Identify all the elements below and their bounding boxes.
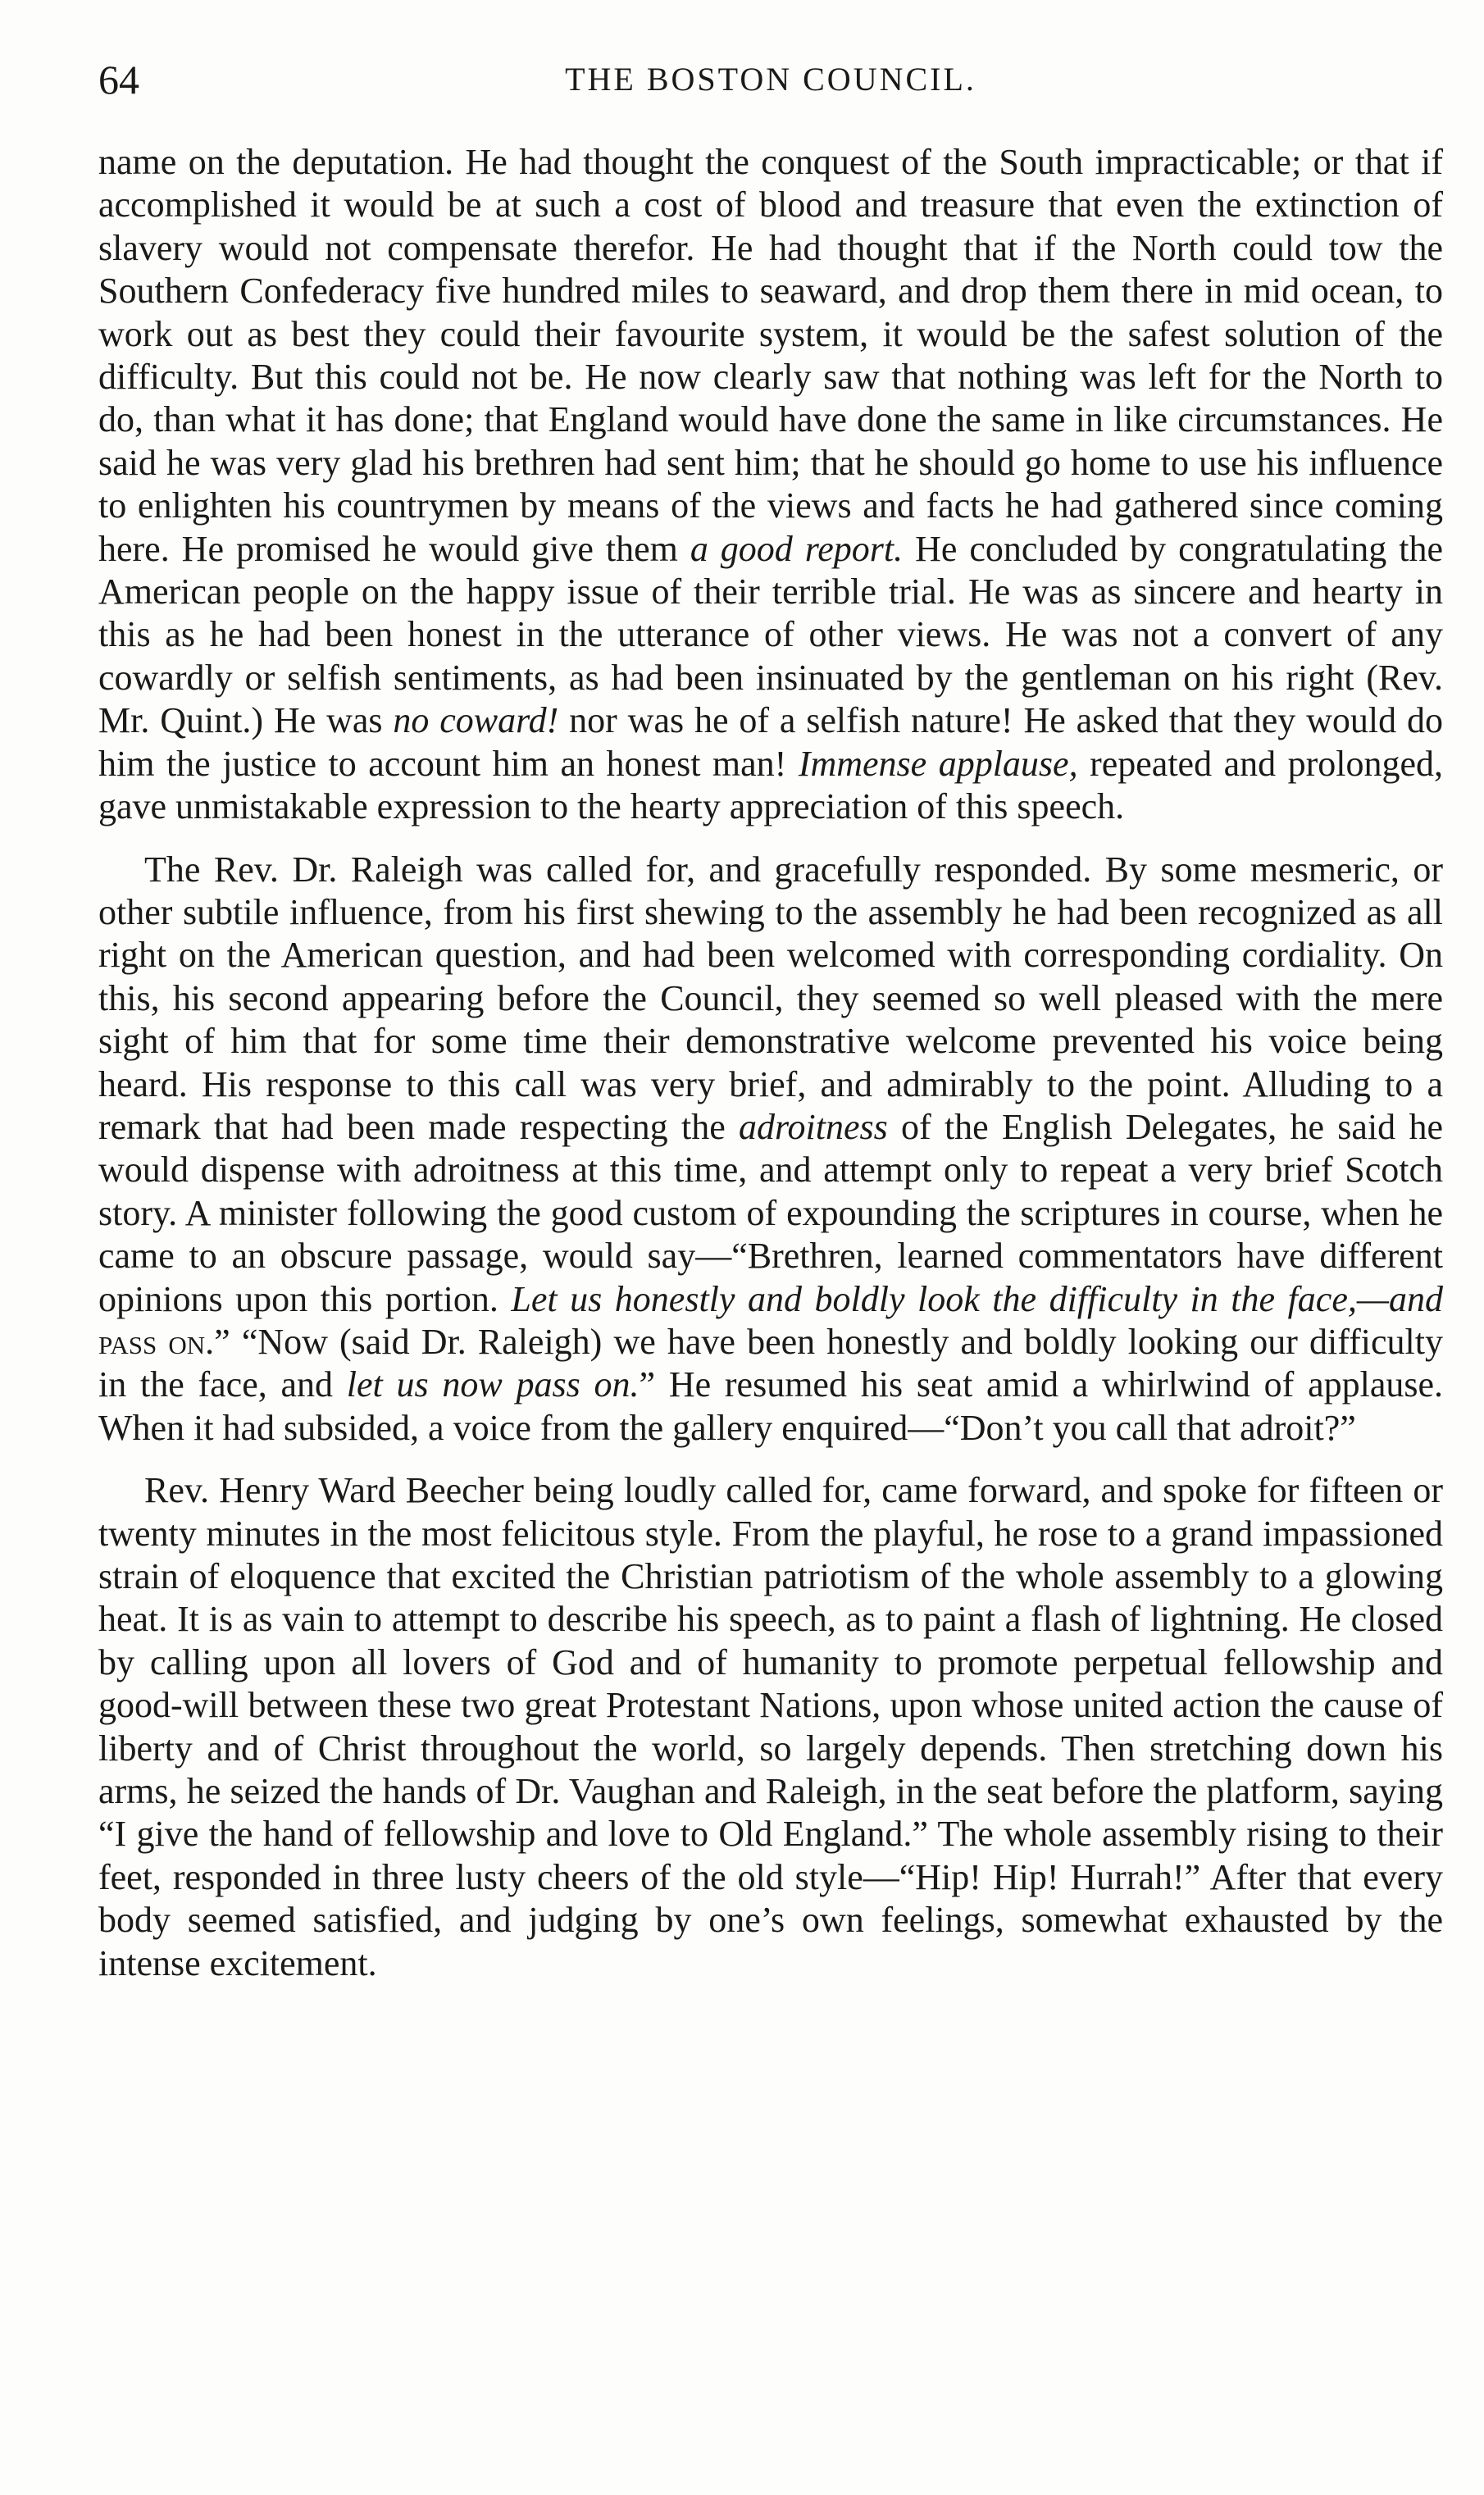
italic-run: adroitness [739,1106,888,1147]
text-run: ” “Now (said Dr. Raleigh) we have been honestly and boldly looking our difficulty in the face, and [98,1321,1443,1405]
paragraph [98,1469,1443,1985]
text-run: nor was he of a selfish nature! He asked that they would do him the justice to account him an honest man! [98,700,1443,784]
text-run: The Rev. Dr. Raleigh was called for, and gracefully responded. By some mesmeric, or other subtile influence, from his first shewing to the assembly he had been recognized as all right on the American question, and had been welcomed with corresponding cordiality. On this, his second appearing before the Council, they seemed so well pleased with the mere sight of him that for some time their demonstrative welcome prevented his voice being heard. His response to this call was very brief, and admirably to the point. Alluding to a remark that had been made respecting the [98,849,1443,1147]
text-run: Rev. Henry Ward Beecher being loudly called for, came forward, and spoke for fifteen or twenty minutes in the most felicitous style. From the playful, he rose to a grand impassioned strain of eloquence that excited the Christian patriotism of the whole assembly to a glowing heat. It is as vain to attempt to describe his speech, as to paint a flash of lightning. He closed by calling upon all lovers of God and of humanity to promote perpetual fellowship and good-will between these two great Protestant Nations, upon whose united action the cause of liberty and of Christ throughout the world, so largely depends. Then stretching down his arms, he seized the hands of Dr. Vaughan and Raleigh, in the seat before the platform, saying “I give the hand of fellowship and love to Old England.” The whole assembly rising to their feet, responded in three lusty cheers of the old style—“Hip! Hip! Hurrah!” After that every body seemed satisfied, and judging by one’s own feelings, somewhat exhausted by the intense excitement. [98,1470,1443,1983]
running-head: THE BOSTON COUNCIL. [565,61,976,98]
page-header [98,51,1443,108]
italic-run: a good report. [690,528,904,569]
body-text [98,141,1443,1985]
small-caps-run: pass on. [98,1321,215,1362]
italic-run: Immense applause, [798,743,1078,784]
text-run: He concluded by congratulating the American people on the happy issue of their terrible trial. He was as sincere and hearty in this as he had been honest in the utterance of other views. He was not a convert of any cowardly or selfish sentiments, as had been insinuated by the gentleman on his right (Rev. Mr. Quint.) He was [98,528,1443,741]
text-run: ” He resumed his seat amid a whirlwind of applause. When it had subsided, a voice from the gallery enquired—“Don’t you call that adroit?” [98,1364,1444,1448]
italic-run: Let us honestly and boldly look the difficulty in the face,—and [511,1278,1443,1319]
paragraph [98,141,1443,829]
paragraph [98,849,1443,1450]
text-run: name on the deputation. He had thought the conquest of the South impracticable; or that if accomplished it would be at such a cost of blood and treasure that even the extinction of slavery would not compensate therefor. He had thought that if the North could tow the Southern Confederacy five hundred miles to seaward, and drop them there in mid ocean, to work out as best they could their favourite system, it would be the safest solution of the difficulty. But this could not be. He now clearly saw that nothing was left for the North to do, than what it has done; that England would have done the same in like circumstances. He said he was very glad his brethren had sent him; that he should go home to use his influence to enlighten his countrymen by means of the views and facts he had gathered since coming here. He promised he would give them [98,142,1443,569]
text-run: of the English Delegates, he said he would dispense with adroitness at this time, and attempt only to repeat a very brief Scotch story. A minister following the good custom of expounding the scriptures in course, when he came to an obscure passage, would say—“Brethren, learned commentators have different opinions upon this portion. [98,1106,1443,1319]
page-number: 64 [98,57,139,102]
italic-run: let us now pass on. [346,1364,640,1405]
text-run: repeated and prolonged, gave unmistakable expression to the hearty appreciation of this speech. [98,743,1444,827]
italic-run: no coward! [393,700,559,741]
